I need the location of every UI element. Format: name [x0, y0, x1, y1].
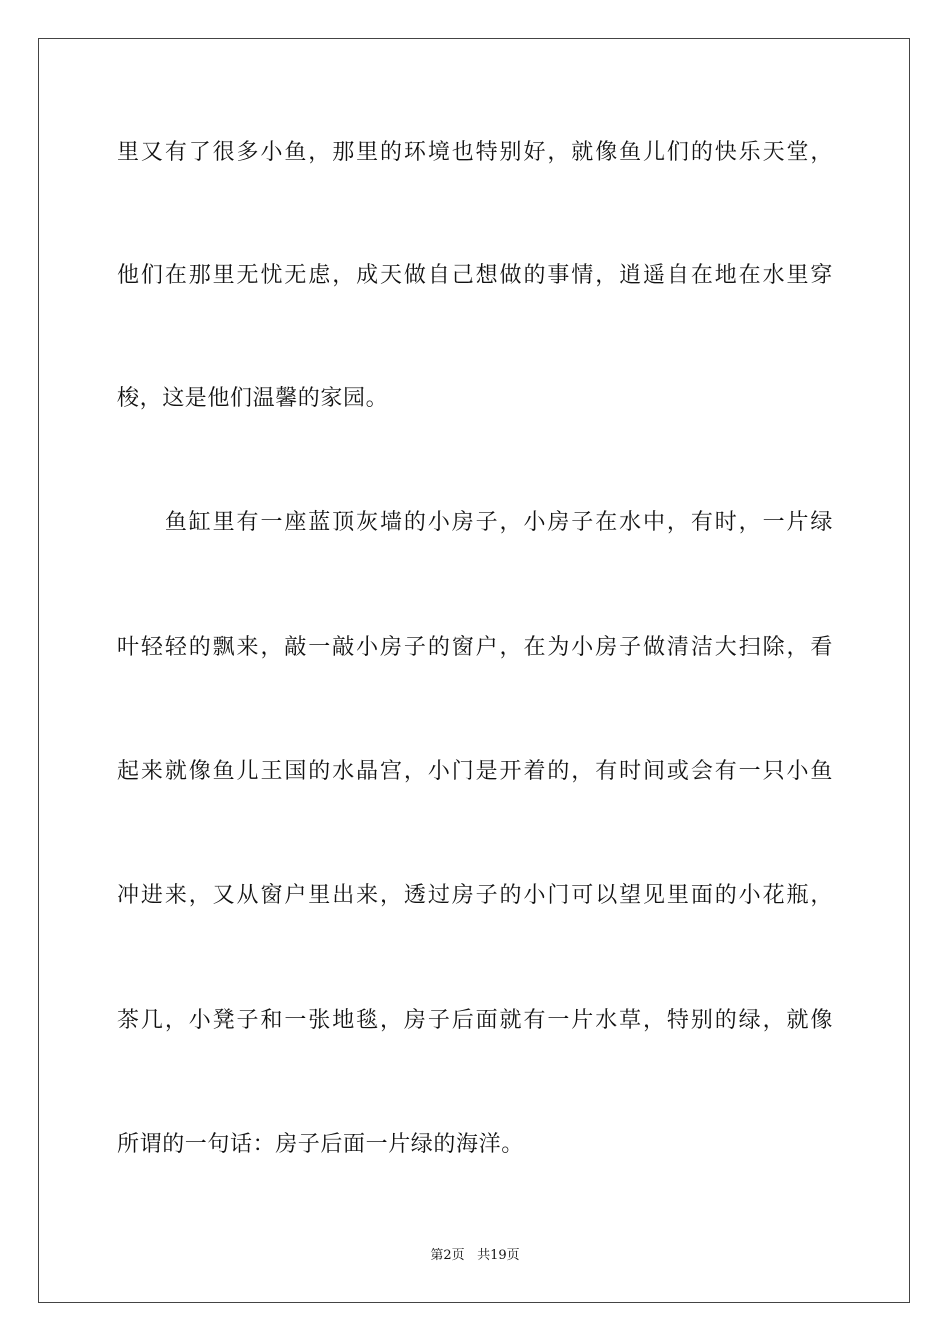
text-line-6: 起来就像鱼儿王国的水晶宫，小门是开着的，有时间或会有一只小鱼	[117, 759, 833, 784]
text-line-2: 他们在那里无忧无虑，成天做自己想做的事情，逍遥自在地在水里穿	[117, 263, 833, 288]
text-line-3: 梭，这是他们温馨的家园。	[117, 386, 389, 411]
text-line-1: 里又有了很多小鱼，那里的环境也特别好，就像鱼儿们的快乐天堂，	[117, 140, 833, 165]
text-line-5: 叶轻轻的飘来，敲一敲小房子的窗户，在为小房子做清洁大扫除，看	[117, 635, 833, 660]
text-line-4: 鱼缸里有一座蓝顶灰墙的小房子，小房子在水中，有时，一片绿	[117, 510, 833, 535]
page-border	[38, 38, 910, 1303]
text-line-7: 冲进来，又从窗户里出来，透过房子的小门可以望见里面的小花瓶，	[117, 883, 833, 908]
text-line-8: 茶几，小凳子和一张地毯，房子后面就有一片水草，特别的绿，就像	[117, 1008, 833, 1033]
page-number: 第2页	[430, 1248, 465, 1263]
page-total: 共19页	[477, 1248, 520, 1263]
text-line-9: 所谓的一句话：房子后面一片绿的海洋。	[117, 1132, 524, 1157]
page-footer	[0, 1247, 950, 1265]
